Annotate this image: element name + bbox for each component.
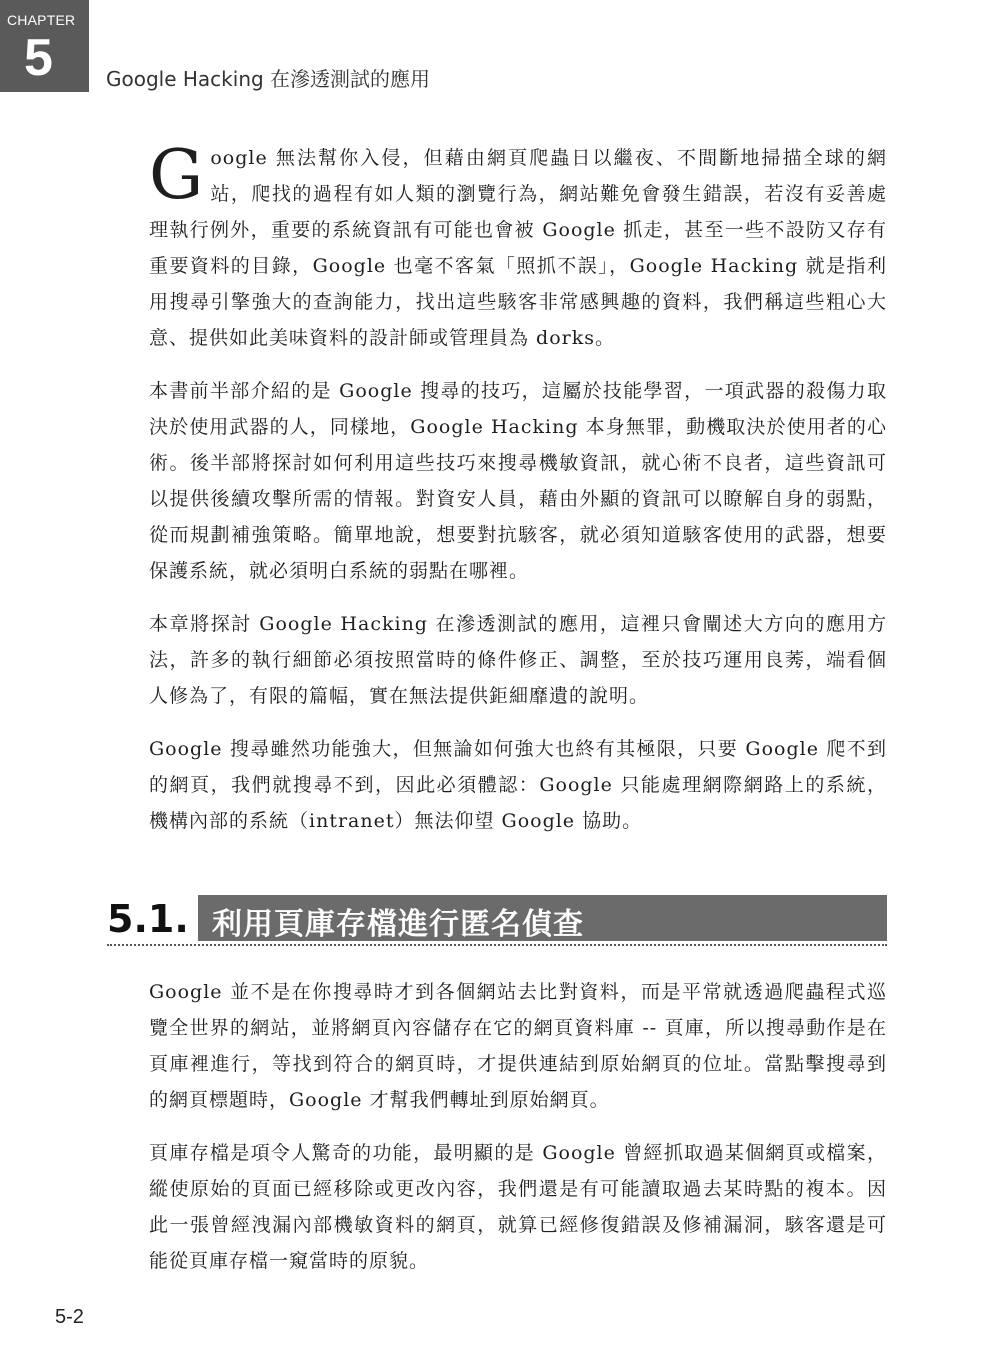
section-title-box <box>198 895 887 941</box>
chapter-label: CHAPTER <box>7 12 76 28</box>
intro-paragraph-4: Google 搜尋雖然功能強大，但無論如何強大也終有其極限，只要 Google 爬不到的網頁，我們就搜尋不到，因此必須體認：Google 只能處理網際網路上的系統，機構內部的系統（intranet）無法仰望 Google 協助。 <box>149 738 887 832</box>
intro-paragraph-1 <box>149 136 887 356</box>
section-title: 利用頁庫存檔進行匿名偵查 <box>212 907 584 942</box>
intro-paragraph-2: 本書前半部介紹的是 Google 搜尋的技巧，這屬於技能學習，一項武器的殺傷力取決於使用武器的人，同樣地，Google Hacking 本身無罪，動機取決於使用者的心術。後半部將探討如何利用這些技巧來搜尋機敏資訊，就心術不良者，這些資訊可以提供後續攻擊所需的情報。對資安人員，藉由外顯的資訊可以瞭解自身的弱點，從而規劃補強策略。簡單地說，想要對抗駭客，就必須知道駭客使用的武器，想要保護系統，就必須明白系統的弱點在哪裡。 <box>149 380 887 582</box>
page-number: 5-2 <box>55 1306 84 1328</box>
intro-paragraph-3: 本章將探討 Google Hacking 在滲透測試的應用，這裡只會闡述大方向的應用方法，許多的執行細節必須按照當時的條件修正、調整，至於技巧運用良莠，端看個人修為了，有限的篇幅，實在無法提供鉅細靡遺的說明。 <box>149 613 887 707</box>
section-number: 5.1. <box>107 897 189 941</box>
intro-body <box>149 136 887 856</box>
section-heading <box>107 895 887 947</box>
drop-cap: G <box>149 136 205 215</box>
section-divider <box>107 944 887 946</box>
section-body <box>149 974 887 1296</box>
intro-paragraph-1-text: oogle 無法幫你入侵，但藉由網頁爬蟲日以繼夜、不間斷地掃描全球的網站，爬找的過程有如人類的瀏覽行為，網站難免會發生錯誤，若沒有妥善處理執行例外，重要的系統資訊有可能也會被 Google 抓走，甚至一些不設防又存有重要資料的目錄，Google 也毫不客氣「照抓不誤」，Google Hacking 就是指利用搜尋引擎強大的查詢能力，找出這些駭客非常感興趣的資料，我們稱這些粗心大意、提供如此美味資料的設計師或管理員為 dorks。 <box>149 147 887 349</box>
section-paragraph-2: 頁庫存檔是項令人驚奇的功能，最明顯的是 Google 曾經抓取過某個網頁或檔案，縱使原始的頁面已經移除或更改內容，我們還是有可能讀取過去某時點的複本。因此一張曾經洩漏內部機敏資料的網頁，就算已經修復錯誤及修補漏洞，駭客還是可能從頁庫存檔一窺當時的原貌。 <box>149 1142 887 1272</box>
chapter-badge <box>0 0 89 92</box>
section-paragraph-1: Google 並不是在你搜尋時才到各個網站去比對資料，而是平常就透過爬蟲程式巡覽全世界的網站，並將網頁內容儲存在它的網頁資料庫 -- 頁庫，所以搜尋動作是在頁庫裡進行，等找到符合的網頁時，才提供連結到原始網頁的位址。當點擊搜尋到的網頁標題時，Google 才幫我們轉址到原始網頁。 <box>149 981 887 1111</box>
running-header-title: Google Hacking 在滲透測試的應用 <box>106 67 431 91</box>
chapter-number: 5 <box>24 29 53 87</box>
